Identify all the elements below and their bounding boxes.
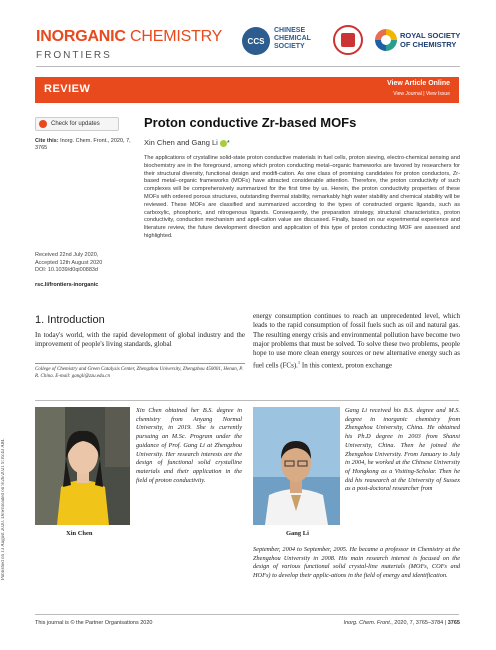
footnote-divider — [35, 363, 245, 364]
received-date: Received 22nd July 2020, — [35, 252, 99, 258]
header-divider — [36, 66, 460, 67]
reference-link[interactable]: 1 — [297, 360, 301, 366]
journal-link[interactable]: rsc.li/frontiers-inorganic — [35, 282, 99, 288]
affiliation: College of Chemistry and Green Catalysis Center, Zhengzhou University, Zhengzhou 450001, Henan, P. R. China. E-mail: gangli@zzu.edu.cn — [35, 367, 243, 379]
rsc-logo-icon[interactable] — [375, 29, 397, 51]
view-article-online-link[interactable]: View Article Online — [386, 80, 450, 87]
journal-title-thin: CHEMISTRY — [130, 28, 223, 45]
check-for-updates-button[interactable]: Check for updates — [35, 117, 119, 131]
section-heading: 1. Introduction — [35, 314, 105, 326]
ccs-logo[interactable]: CCS — [242, 27, 270, 55]
accepted-date: Accepted 12th August 2020 — [35, 259, 103, 266]
bio-divider — [35, 400, 459, 401]
download-note: Published on 13 August 2020. Downloaded on 9/26/2021 9:16:43 AM. — [1, 438, 6, 580]
journal-subtitle: FRONTIERS — [36, 50, 112, 61]
ccs-name: CHINESE CHEMICAL SOCIETY — [274, 27, 311, 50]
citation: Cite this: Inorg. Chem. Front., 2020, 7, 3765 — [35, 138, 131, 151]
update-icon — [39, 120, 47, 128]
bio-xin-chen: Xin Chen obtained her B.S. degree in chemistry from Anyang Normal University, in 2019. She is currently pursuing an M.Sc. Program under the guidance of Prof. Gang Li at Zhengzhou University. Her research interests are the design of functional solid crystalline materials and their application in the field of proton conductivity. — [136, 407, 242, 484]
footer-copyright: This journal is © the Partner Organisations 2020 — [35, 620, 153, 626]
authors: Xin Chen and Gang Li * — [144, 138, 230, 147]
photo-caption-xin: Xin Chen — [66, 530, 93, 537]
intro-paragraph-left: In today's world, with the rapid development of global industry and the improvement of people's living standards, global — [35, 331, 245, 348]
doi[interactable]: DOI: 10.1039/d0qi00883d — [35, 267, 98, 274]
article-title: Proton conductive Zr-based MOFs — [144, 115, 357, 130]
rsc-name: ROYAL SOCIETY OF CHEMISTRY — [400, 31, 461, 49]
journal-title — [36, 28, 222, 46]
article-dates — [35, 252, 135, 275]
author-photo-xin — [35, 407, 130, 525]
orcid-icon[interactable] — [220, 140, 227, 147]
footer-divider — [35, 614, 459, 615]
journal-title-bold: INORGANIC — [36, 28, 126, 45]
page-number: 3765 — [447, 620, 460, 626]
university-seal-icon — [333, 25, 363, 55]
view-journal-issue-links[interactable]: View Journal | View Issue — [393, 91, 450, 97]
bio-gang-li: Gang Li received his B.S. degree and M.S. degree in inorganic chemistry from Zhengzhou University, China. He obtained his Ph.D degree in 2003 from Shanxi University, China. Then he joined the Zhengzhou University. From January to July in 2004, he worked at the Chinese University of Hongkong as a Visiting-Scholar. Then he did his reasearch at the University of Sussex as a post-doctoral researcher from — [345, 407, 460, 493]
intro-paragraph-right: energy consumption continues to reach an unprecedented level, which leads to the rapid consumption of fossil fuels such as oil and natural gas. The resulting energy crisis and environmental pollution have become two major problems that must be solved. To solve these two problems, people hope to use more clean energy sources or new alternative energy such as fuel cells (FCs).$^1$ In this context, proton exchange — [253, 312, 460, 370]
footer-citation: Inorg. Chem. Front., 2020, 7, 3765–3784 | 3765 — [343, 620, 460, 626]
bio-gang-li-continued: September, 2004 to September, 2005. He became a professor in Chemistry at the Zhengzhou University in 2008. His main research interest is focused on the design of various functional solid crystal-line materials (MOFs, COFs and HOFs) to develop their applic-ations in the field of energy and identification. — [253, 546, 460, 580]
abstract: The applications of crystalline solid-state proton conductive materials in fuel cells, proton sieving, electro-chemical sensing and biochemistry are in the foreground, among which proton conducting metal–organic frameworks are favored by researchers for their structural diversity, functional design and modifi-cation. As one class of promising candidates for proton conductors, Zr-based metal–organic frameworks (MOFs) have attracted considerable attention. Therefore, the proton conductivity of such complexes will be comprehensively summarized for the first time by us. Herein, the proton conductivity properties of these MOFs with ordered porous structures, outstanding thermal stability, remarkably high water stability and chemical stability will be reviewed. These MOFs are classified and summarized according to the types of constructed organic ligands, such as carboxylic, phosphoric, and nitrogenous ligands. Consequently, the preparation strategy, structural characteristics, proton conductivity, conduction mechanism and appli-cation value are discussed. Finally, based on our experimental experience and literature review, the future development direction and application of this type of proton conducting MOF are assessed and highlighted. — [144, 155, 460, 239]
section-label: REVIEW — [44, 83, 91, 95]
photo-caption-gang: Gang Li — [286, 530, 309, 537]
author-photo-gang — [253, 407, 340, 525]
